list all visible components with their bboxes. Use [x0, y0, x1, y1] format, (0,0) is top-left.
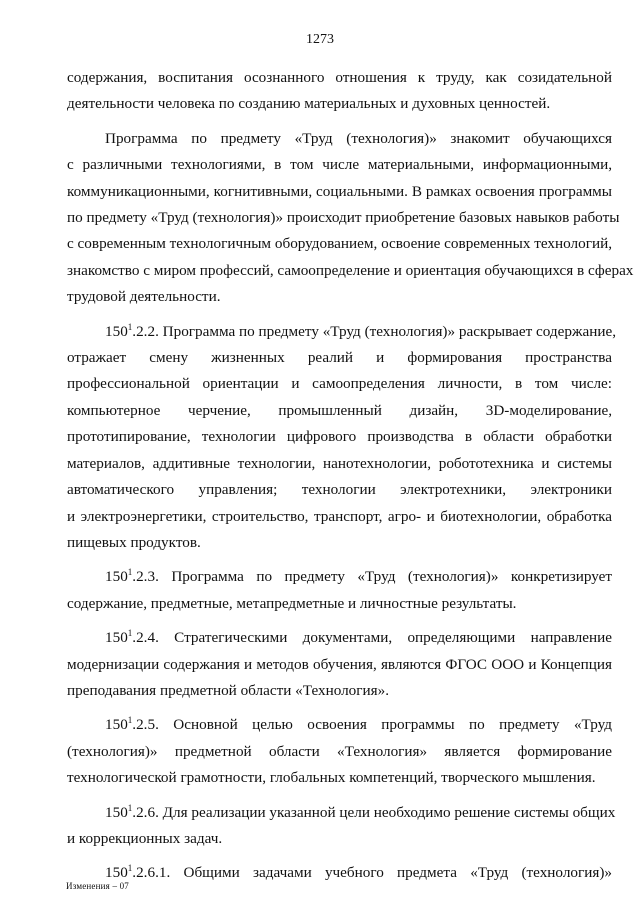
section-number: $150^1.2.2$.	[105, 321, 159, 340]
text-line: профессиональной ориентации и самоопределения личности, в том числе:	[67, 375, 612, 393]
text-line: отражает смену жизненных реалий и формирования пространства	[67, 349, 612, 367]
text-line: (технология)» предметной области «Технология» является формирование	[67, 742, 612, 760]
paragraph	[67, 319, 617, 557]
paragraph	[67, 564, 612, 617]
text-line: Программа по предмету «Труд (технология)» знакомит обучающихся	[105, 129, 612, 147]
text-line: $150^1.2.5$. Основной целью освоения программы по предмету «Труд	[105, 715, 612, 734]
text-line: знакомство с миром профессий, самоопределение и ориентация обучающихся в сферах	[67, 261, 634, 279]
text-line: $150^1.2.3$. Программа по предмету «Труд (технология)» конкретизирует	[105, 567, 612, 586]
paragraph	[67, 860, 612, 886]
paragraph	[67, 625, 612, 704]
text-line: компьютерное черчение, промышленный дизайн, 3D-моделирование,	[67, 401, 612, 419]
page-number: 1273	[306, 32, 334, 47]
page-footer: Изменения – 07	[66, 881, 130, 891]
text-line: деятельности человека по созданию материальных и духовных ценностей.	[67, 95, 551, 113]
text-line: $150^1.2.2$. Программа по предмету «Труд (технология)» раскрывает содержание,	[105, 321, 617, 340]
text-line: и электроэнергетики, строительство, транспорт, агро- и биотехнологии, обработка	[67, 507, 612, 525]
paragraph	[67, 126, 634, 311]
text-line: трудовой деятельности.	[67, 288, 221, 306]
text-line: автоматического управления; технологии электротехники, электроники	[67, 481, 612, 499]
text-line: преподавания предметной области «Технология».	[67, 681, 390, 699]
text-line: с современным технологичным оборудованием, освоение современных технологий,	[67, 235, 612, 253]
text-line: коммуникационными, когнитивными, социальными. В рамках освоения программы	[67, 182, 612, 200]
text-line: по предмету «Труд (технология)» происходит приобретение базовых навыков работы	[67, 209, 620, 227]
paragraph	[67, 712, 612, 791]
text-line: пищевых продуктов.	[67, 533, 201, 551]
section-number: $150^1.2.4$.	[105, 628, 159, 647]
text-line: материалов, аддитивные технологии, нанотехнологии, робототехника и системы	[67, 454, 612, 472]
section-number: $150^1.2.5$.	[105, 715, 159, 734]
text-line: и коррекционных задач.	[67, 829, 223, 847]
paragraph	[67, 65, 612, 118]
text-line: содержание, предметные, метапредметные и личностные результаты.	[67, 594, 517, 612]
paragraph	[67, 800, 616, 853]
text-line: технологической грамотности, глобальных компетенций, творческого мышления.	[67, 769, 596, 787]
text-line: содержания, воспитания осознанного отношения к труду, как созидательной	[67, 69, 612, 86]
section-number: $150^1.2.6$.	[105, 802, 159, 821]
text-line: с различными технологиями, в том числе материальными, информационными,	[67, 156, 612, 174]
section-number: $150^1.2.3$.	[105, 567, 159, 586]
text-line: прототипирование, технологии цифрового производства в области обработки	[67, 428, 612, 446]
section-number: $150^1.2.6.1$.	[105, 863, 171, 882]
text-line: $150^1.2.4$. Стратегическими документами, определяющими направление	[105, 628, 612, 647]
text-line: модернизации содержания и методов обучения, являются ФГОС ООО и Концепция	[67, 655, 612, 673]
text-line: $150^1.2.6$. Для реализации указанной цели необходимо решение системы общих	[105, 802, 616, 821]
document-body	[67, 65, 634, 895]
text-line: $150^1.2.6.1$. Общими задачами учебного предмета «Труд (технология)»	[105, 863, 612, 882]
